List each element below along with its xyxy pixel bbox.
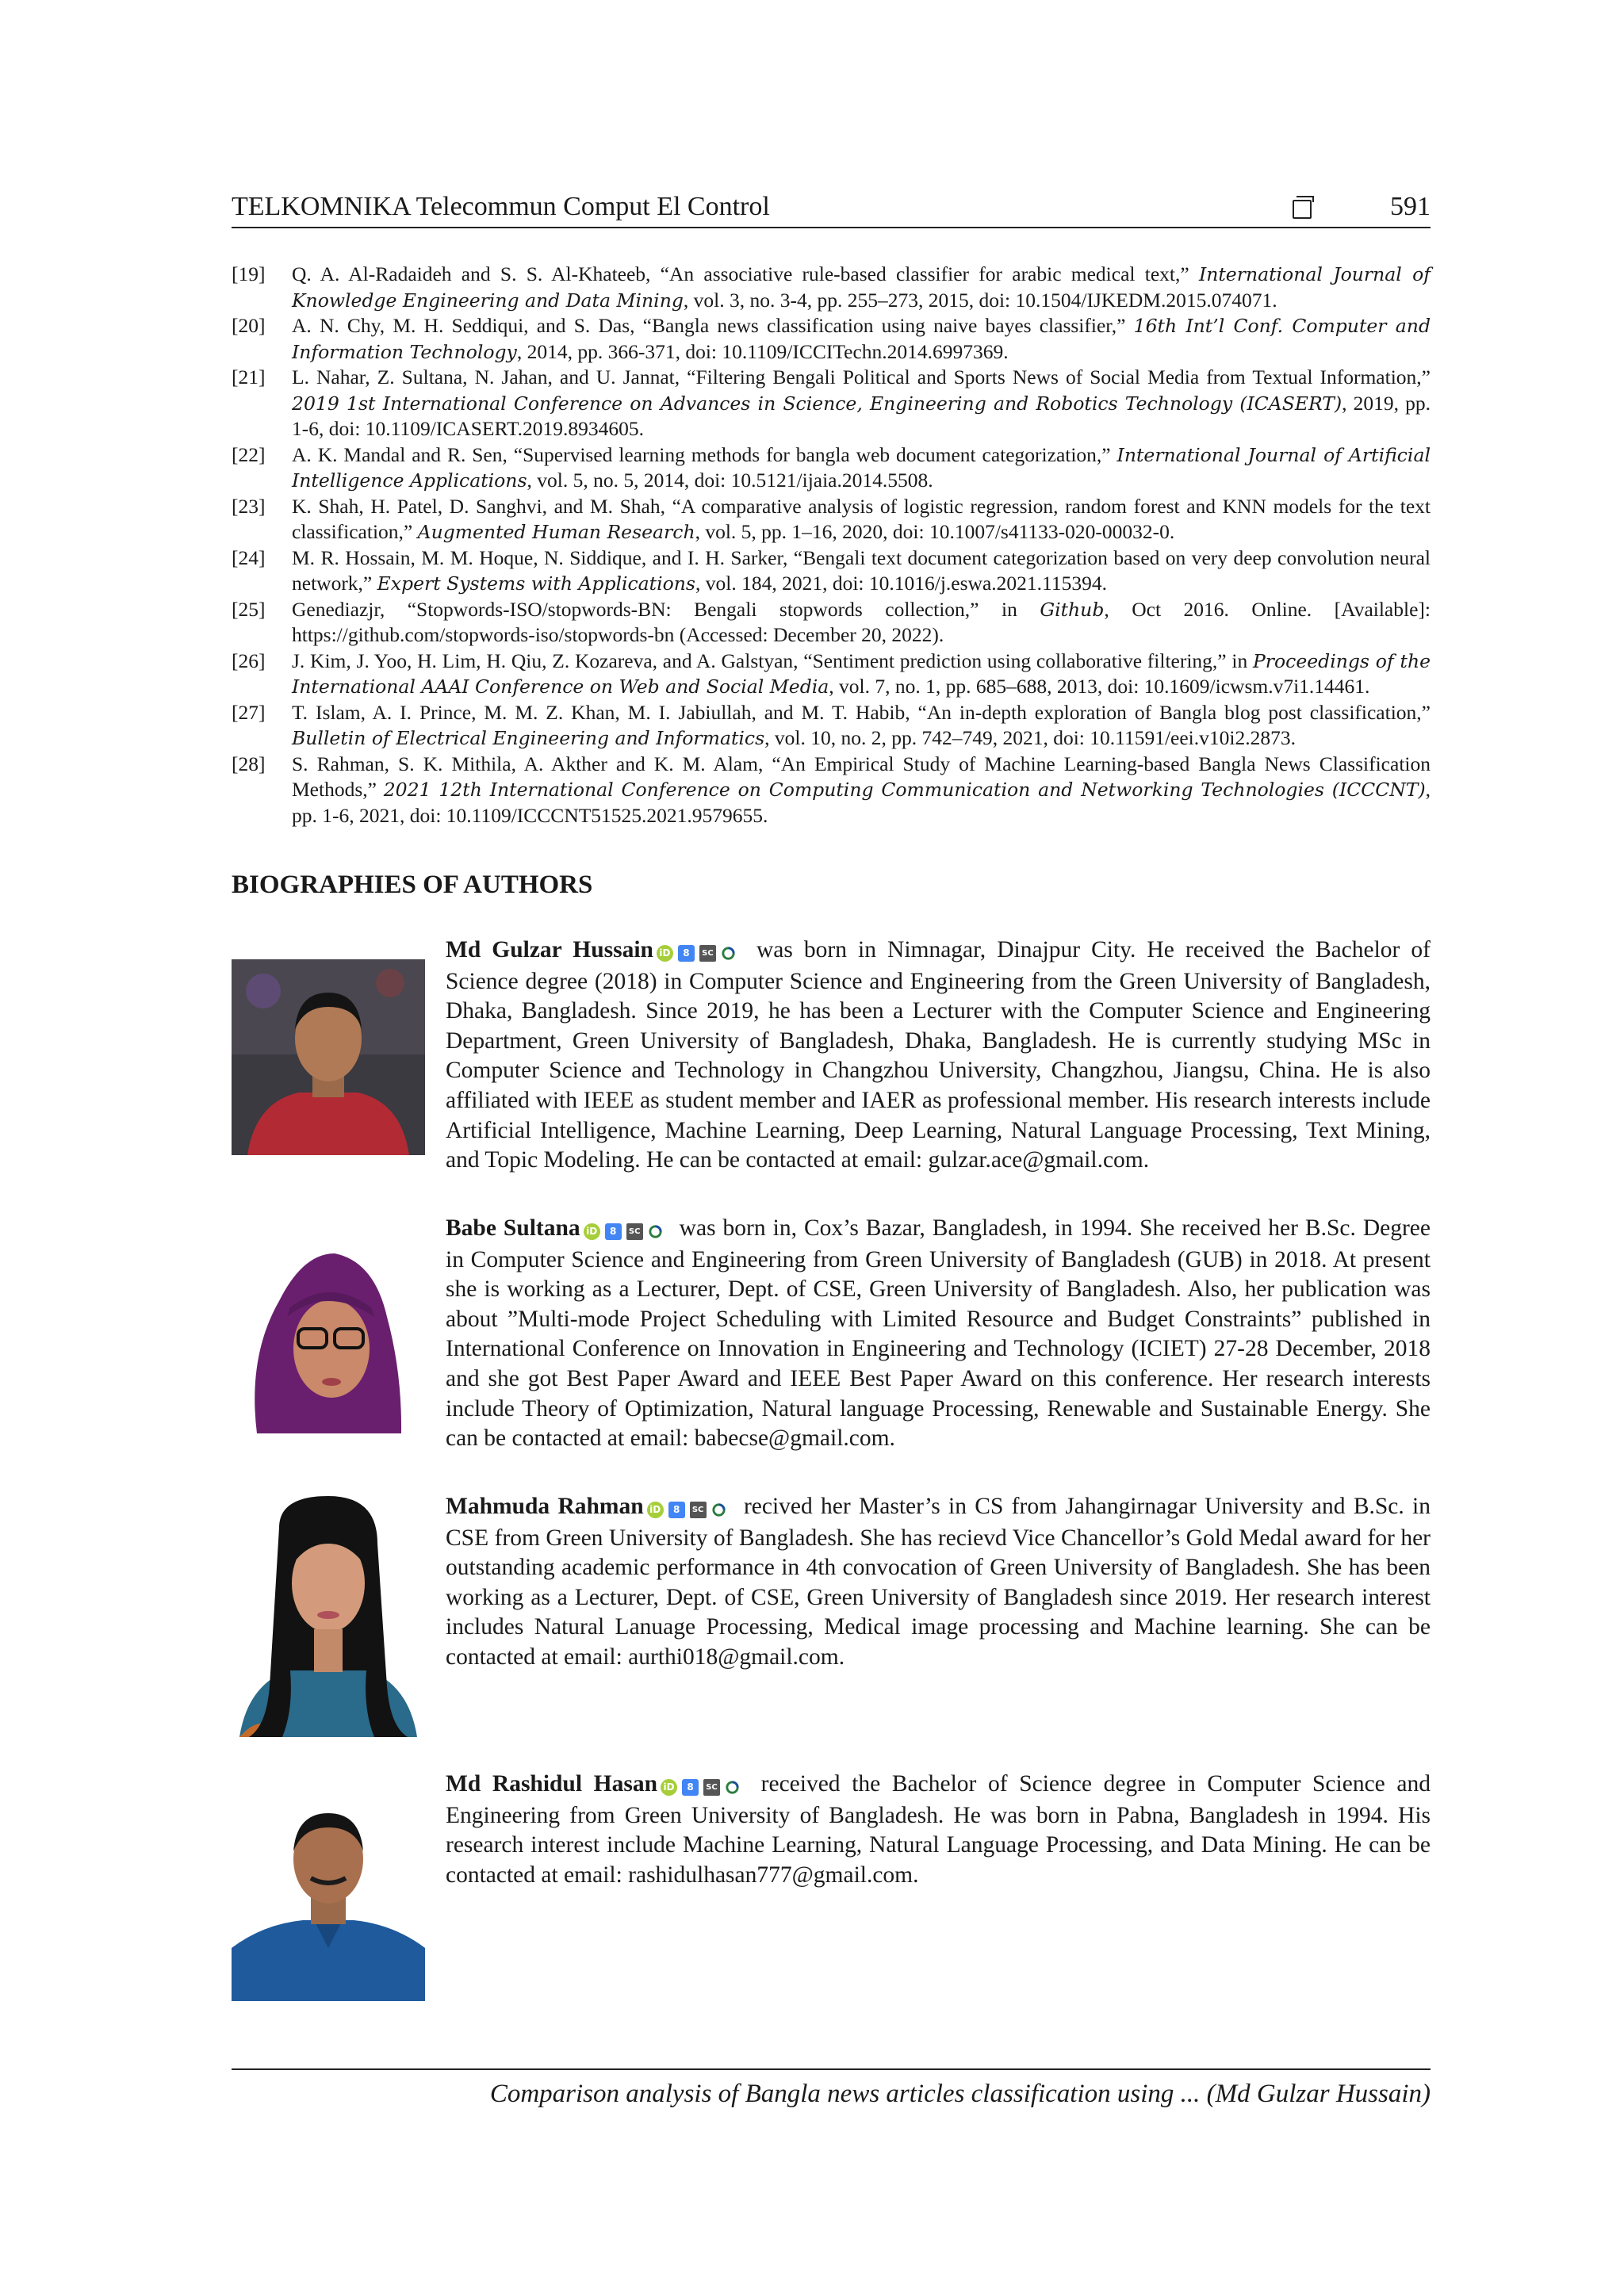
section-title: BIOGRAPHIES OF AUTHORS [232,871,593,899]
reference-number: [28] [232,752,266,775]
reference-authors: Genediazjr, “Stopwords-ISO/stopwords-BN: Bengali stopwords collection,” in [292,597,1040,621]
reference-details: , vol. 10, no. 2, pp. 742–749, 2021, doi: 10.11591/eei.v10i2.2873. [764,726,1296,749]
reference-number: [24] [232,545,266,569]
reference-item [232,649,1431,700]
google-scholar-icon[interactable]: 8 [678,945,695,962]
scopus-icon[interactable]: SC [703,1779,720,1796]
publons-icon[interactable] [648,1224,663,1239]
reference-item [232,545,1431,597]
author-bio [232,1770,1431,2007]
orcid-icon[interactable]: iD [647,1502,664,1518]
author-bio-text [446,1770,1431,1890]
reference-authors: T. Islam, A. I. Prince, M. M. Z. Khan, M. I. Jabiullah, and M. T. Habib, “An in-depth exploration of Bangla blog post classification,” [292,700,1431,724]
reference-details: , vol. 3, no. 3-4, pp. 255–273, 2015, doi: 10.1504/IJKEDM.2015.074071. [683,288,1277,312]
author-photo-image [232,1789,425,2001]
reference-details: , vol. 5, no. 5, 2014, doi: 10.5121/ijaia.2014.5508. [527,469,933,492]
publons-icon[interactable] [721,946,736,961]
reference-item [232,442,1431,494]
reference-details: , 2019, pp. 1-6, doi: 10.1109/ICASERT.2019.8934605. [292,391,1431,440]
google-scholar-icon[interactable]: 8 [668,1502,685,1518]
author-photo [232,1496,425,1737]
author-profile-icons [647,1494,731,1524]
scopus-icon[interactable]: SC [626,1223,643,1240]
author-photo-image [232,959,425,1155]
author-photo [232,1238,425,1433]
reference-authors: J. Kim, J. Yoo, H. Lim, H. Qiu, Z. Kozareva, and A. Galstyan, “Sentiment prediction using collaborative filtering,” in [292,649,1253,672]
reference-venue: Github [1040,598,1105,621]
reference-authors: L. Nahar, Z. Sultana, N. Jahan, and U. Jannat, “Filtering Bengali Political and Sports News of Social Media from Textual Information,” [292,365,1431,388]
reference-number: [26] [232,649,266,672]
reference-number: [22] [232,442,266,466]
author-bio-text [446,1492,1431,1673]
reference-authors: A. N. Chy, M. H. Seddiqui, and S. Das, “Bangla news classification using naive bayes classifier,” [292,314,1134,337]
running-footer [232,2068,1431,2108]
author-name: Md Rashidul Hasan [446,1771,658,1797]
reference-number: [27] [232,700,266,724]
reference-item [232,752,1431,829]
reference-number: [20] [232,314,266,337]
publons-icon[interactable] [725,1780,740,1795]
scopus-icon[interactable]: SC [699,945,716,962]
author-bio-text [446,1214,1431,1454]
author-photo-image [232,1238,425,1433]
reference-item [232,313,1431,365]
reference-venue: Bulletin of Electrical Engineering and Informatics [292,727,765,749]
reference-item [232,365,1431,442]
author-profile-icons [584,1215,668,1246]
journal-title: TELKOMNIKA Telecommun Comput El Control [232,192,770,221]
reference-number: [25] [232,597,266,621]
reference-item [232,597,1431,649]
reference-details: , vol. 184, 2021, doi: 10.1016/j.eswa.2021.115394. [695,572,1107,595]
author-photo-image [232,1496,425,1737]
author-bio-body: was born in, Cox’s Bazar, Bangladesh, in 1994. She received her B.Sc. Degree in Computer Science and Engineering from Green University of Bangladesh (GUB) in 2018. At present she is working as a Lecturer, Dept. of CSE, Green University of Bangladesh. Also, her publication was about ”Multi-mode Project Scheduling with Limited Resource and Budget Constraints” published in International Conference on Innovation in Engineering and Technology (ICIET) 27-28 December, 2018 and she got Best Paper Award and IEEE Best Paper Award on this conference. Her research interests include Theory of Optimization, Natural language Processing, Renewable and Sustainable Energy. She can be contacted at email: babecse@gmail.com. [446,1215,1431,1452]
reference-venue: 2021 12th International Conference on Computing Communication and Networking Technologies (ICCCNT) [383,779,1426,801]
orcid-icon[interactable]: iD [661,1779,677,1796]
author-bio-text [446,936,1431,1176]
author-name: Mahmuda Rahman [446,1494,644,1519]
author-bio [232,936,1431,1189]
author-name: Babe Sultana [446,1215,580,1241]
reference-venue: Expert Systems with Applications [377,572,695,595]
author-photo [232,959,425,1155]
author-bio-body: received the Bachelor of Science degree in Computer Science and Engineering from Green University of Bangladesh. He was born in Pabna, Bangladesh in 1994. His research interest include Machine Learning, Natural Language Processing, and Data Mining. He can be contacted at email: rashidulhasan777@gmail.com. [446,1771,1431,1888]
reference-authors: M. R. Hossain, M. M. Hoque, N. Siddique, and I. H. Sarker, “Bengali text document categorization based on very deep convolution neural network,” [292,545,1431,595]
page-number: 591 [1390,192,1431,221]
reference-authors: K. Shah, H. Patel, D. Sanghvi, and M. Shah, “A comparative analysis of logistic regression, random forest and KNN models for the text classification,” [292,494,1431,543]
reference-details: , 2014, pp. 366-371, doi: 10.1109/ICCITechn.2014.6997369. [516,339,1009,363]
reference-number: [21] [232,365,266,388]
scopus-icon[interactable]: SC [690,1502,707,1518]
reference-authors: A. K. Mandal and R. Sen, “Supervised learning methods for bangla web document categorization,” [292,442,1117,466]
reference-venue: Augmented Human Research [417,521,695,543]
reference-venue: 2019 1st International Conference on Advances in Science, Engineering and Robotics Technology (ICASERT) [292,392,1342,415]
footer-citation: Comparison analysis of Bangla news articles classification using ... (Md Gulzar Hussain) [489,2080,1431,2108]
reference-number: [19] [232,262,266,285]
author-bio [232,1214,1431,1452]
author-bio-body: recived her Master’s in CS from Jahangirnagar University and B.Sc. in CSE from Green University of Bangladesh. She has recievd Vice Chancellor’s Gold Medal award for her outstanding academic performance in 4th convocation of Green University of Bangladesh. She has been working as a Lecturer, Dept. of CSE, Green University of Bangladesh since 2019. Her research interest includes Natural Lanuage Processing, Medical image processing and Machine learning. She can be contacted at email: aurthi018@gmail.com. [446,1494,1431,1670]
copy-box-icon [1293,200,1312,219]
reference-list [232,262,1431,828]
author-photo [232,1789,425,2001]
reference-number: [23] [232,494,266,518]
reference-venue: International Journal of Artificial Intelligence Applications [292,443,1431,492]
reference-venue: Proceedings of the International AAAI Conference on Web and Social Media [292,649,1431,698]
orcid-icon[interactable]: iD [584,1223,600,1240]
reference-details: , Oct 2016. Online. [Available]: https://github.com/stopwords-iso/stopwords-bn (Accessed: December 20, 2022). [292,597,1431,646]
author-profile-icons [657,937,741,967]
reference-venue: 16th Int’l Conf. Computer and Information Technology [292,315,1431,363]
reference-details: , pp. 1-6, 2021, doi: 10.1109/ICCCNT51525.2021.9579655. [292,778,1431,827]
reference-item [232,700,1431,752]
reference-authors: S. Rahman, S. K. Mithila, A. Akther and K. M. Alam, “An Empirical Study of Machine Learning-based Bangla News Classification Methods,” [292,752,1431,801]
reference-item [232,494,1431,545]
reference-item [232,262,1431,313]
reference-authors: Q. A. Al-Radaideh and S. S. Al-Khateeb, “An associative rule-based classifier for arabic medical text,” [292,262,1199,285]
reference-details: , vol. 7, no. 1, pp. 685–688, 2013, doi: 10.1609/icwsm.v7i1.14461. [829,675,1370,698]
google-scholar-icon[interactable]: 8 [605,1223,622,1240]
reference-venue: International Journal of Knowledge Engineering and Data Mining [292,263,1431,312]
author-name: Md Gulzar Hussain [446,937,653,962]
author-profile-icons [661,1771,745,1801]
running-header [232,189,1431,228]
author-bio [232,1492,1431,1738]
publons-icon[interactable] [711,1502,726,1517]
orcid-icon[interactable]: iD [657,945,673,962]
reference-details: , vol. 5, pp. 1–16, 2020, doi: 10.1007/s41133-020-00032-0. [695,520,1175,543]
author-bio-body: was born in Nimnagar, Dinajpur City. He received the Bachelor of Science degree (2018) in Computer Science and Engineering from the Green University of Bangladesh, Dhaka, Bangladesh. Since 2019, he has been a Lecturer with the Computer Science and Engineering Department, Green University of Bangladesh, Dhaka, Bangladesh. He is currently studying MSc in Computer Science and Technology in Changzhou University, Changzhou, Jiangsu, China. He is also affiliated with IEEE as student member and IAER as professional member. His research interests include Artificial Intelligence, Machine Learning, Deep Learning, Natural Language Processing, Text Mining, and Topic Modeling. He can be contacted at email: gulzar.ace@gmail.com. [446,937,1431,1173]
google-scholar-icon[interactable]: 8 [682,1779,699,1796]
